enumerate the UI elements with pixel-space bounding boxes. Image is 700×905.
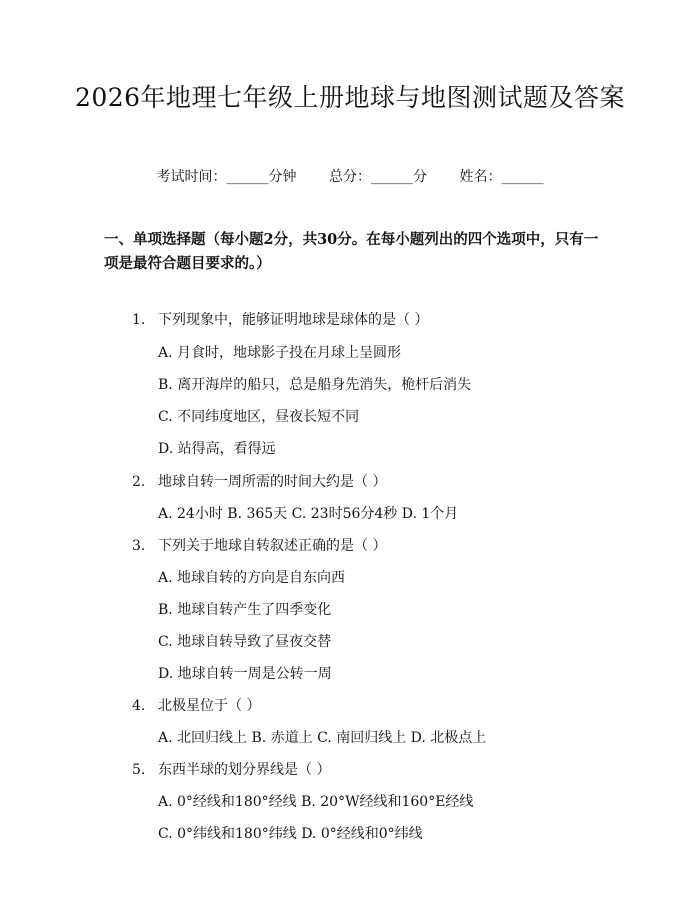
- section-heading: 一、单项选择题（每小题2分，共30分。在每小题列出的四个选项中，只有一项是最符合题目要求的。）: [104, 231, 599, 272]
- question-text: 下列关于地球自转叙述正确的是（ ）: [158, 538, 387, 554]
- student-name-field: 姓名：______: [459, 169, 544, 185]
- question-option: D. 站得高，看得远: [158, 441, 276, 457]
- exam-time-field: 考试时间：______分钟: [156, 169, 297, 185]
- question-option: A. 24小时 B. 365天 C. 23时56分4秒 D. 1个月: [158, 506, 459, 522]
- question-option: D. 地球自转一周是公转一周: [158, 666, 332, 682]
- question-number: 3.: [132, 538, 146, 554]
- question-option: A. 地球自转的方向是自东向西: [158, 570, 346, 586]
- document-title: 2026年地理七年级上册地球与地图测试题及答案: [74, 83, 626, 112]
- question-option: A. 月食时，地球影子投在月球上呈圆形: [158, 345, 402, 361]
- question-text: 下列现象中，能够证明地球是球体的是（ ）: [158, 312, 429, 328]
- total-score-field: 总分：______分: [329, 169, 427, 185]
- question-number: 4.: [132, 698, 146, 714]
- question-option: B. 地球自转产生了四季变化: [158, 602, 332, 618]
- question-text: 北极星位于（ ）: [158, 698, 261, 714]
- question-option: B. 离开海岸的船只，总是船身先消失，桅杆后消失: [158, 377, 472, 393]
- question-text: 地球自转一周所需的时间大约是（ ）: [158, 474, 387, 490]
- question-option: A. 北回归线上 B. 赤道上 C. 南回归线上 D. 北极点上: [158, 730, 487, 746]
- question-option: C. 地球自转导致了昼夜交替: [158, 634, 332, 650]
- exam-meta: [0, 166, 700, 188]
- question-number: 5.: [132, 762, 146, 778]
- question-number: 1.: [132, 312, 146, 328]
- question-option: C. 不同纬度地区，昼夜长短不同: [158, 409, 360, 425]
- question-number: 2.: [132, 474, 146, 490]
- question-option: A. 0°经线和180°经线 B. 20°W经线和160°E经线: [158, 794, 474, 810]
- question-text: 东西半球的划分界线是（ ）: [158, 762, 331, 778]
- question-option: C. 0°纬线和180°纬线 D. 0°经线和0°纬线: [158, 826, 423, 842]
